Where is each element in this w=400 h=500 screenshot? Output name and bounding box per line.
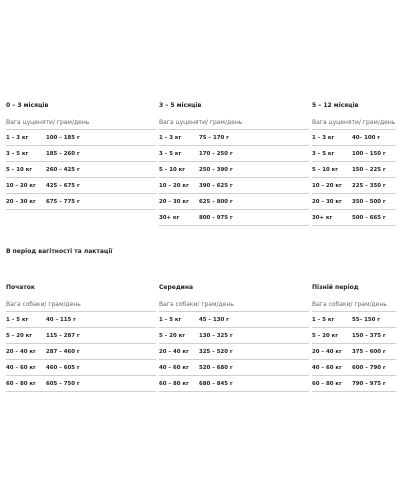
table-row xyxy=(312,210,396,226)
weight-cell: 1 – 3 кг xyxy=(312,135,335,141)
weight-cell: 1 – 5 кг xyxy=(159,317,182,323)
weight-cell: 30+ кг xyxy=(312,215,333,221)
table-row xyxy=(312,360,396,376)
table-title: Початок xyxy=(6,284,35,291)
weight-cell: 20 – 40 кг xyxy=(159,349,189,355)
weight-cell: 1 – 5 кг xyxy=(312,317,335,323)
weight-cell: 3 – 5 кг xyxy=(159,151,182,157)
table-subtitle: Вага цуценяти/ грам/день xyxy=(159,119,243,126)
pregnancy-table-middle xyxy=(159,283,309,392)
weight-cell: 20 – 30 кг xyxy=(159,199,189,205)
grams-cell: 40 – 115 г xyxy=(46,317,76,323)
grams-cell: 680 – 845 г xyxy=(199,381,233,387)
grams-cell: 520 – 680 г xyxy=(199,365,233,371)
puppy-table-0-3-months xyxy=(6,101,156,210)
grams-cell: 500 – 665 г xyxy=(352,215,386,221)
grams-cell: 150 – 225 г xyxy=(352,167,386,173)
table-row xyxy=(159,360,309,376)
table-subtitle: Вага собаки/ грам/день xyxy=(6,301,81,308)
weight-cell: 5 – 20 кг xyxy=(312,333,339,339)
grams-cell: 45 – 130 г xyxy=(199,317,229,323)
table-row xyxy=(6,360,156,376)
grams-cell: 350 – 500 г xyxy=(352,199,386,205)
table-row xyxy=(312,146,396,162)
grams-cell: 100 – 150 г xyxy=(352,151,386,157)
weight-cell: 5 – 10 кг xyxy=(159,167,186,173)
weight-cell: 60 – 80 кг xyxy=(6,381,36,387)
table-row xyxy=(6,312,156,328)
grams-cell: 225 – 350 г xyxy=(352,183,386,189)
weight-cell: 10 – 20 кг xyxy=(159,183,189,189)
table-row xyxy=(6,344,156,360)
weight-cell: 3 – 5 кг xyxy=(6,151,29,157)
table-row xyxy=(159,344,309,360)
grams-cell: 100 – 185 г xyxy=(46,135,80,141)
table-row xyxy=(159,194,309,210)
weight-cell: 1 – 3 кг xyxy=(6,135,29,141)
weight-cell: 10 – 20 кг xyxy=(312,183,342,189)
grams-cell: 460 – 605 г xyxy=(46,365,80,371)
table-row xyxy=(312,344,396,360)
weight-cell: 5 – 20 кг xyxy=(159,333,186,339)
grams-cell: 115 – 287 г xyxy=(46,333,80,339)
table-title: Пізній період xyxy=(312,284,359,291)
weight-cell: 20 – 30 кг xyxy=(312,199,342,205)
grams-cell: 40– 100 г xyxy=(352,135,381,141)
table-row xyxy=(312,162,396,178)
table-subtitle: Вага собаки/ грам/день xyxy=(159,301,234,308)
grams-cell: 425 – 675 г xyxy=(46,183,80,189)
weight-cell: 20 – 30 кг xyxy=(6,199,36,205)
weight-cell: 1 – 3 кг xyxy=(159,135,182,141)
grams-cell: 75 – 170 г xyxy=(199,135,229,141)
table-row xyxy=(159,146,309,162)
weight-cell: 5 – 10 кг xyxy=(312,167,339,173)
pregnancy-section-title: В період вагітності та лактації xyxy=(6,248,113,255)
table-row xyxy=(6,162,156,178)
table-row xyxy=(159,178,309,194)
grams-cell: 390 – 625 г xyxy=(199,183,233,189)
table-row xyxy=(159,210,309,226)
table-row xyxy=(6,178,156,194)
grams-cell: 287 – 460 г xyxy=(46,349,80,355)
table-title: 5 – 12 місяців xyxy=(312,102,359,109)
grams-cell: 260 – 425 г xyxy=(46,167,80,173)
table-row xyxy=(312,130,396,146)
grams-cell: 675 – 775 г xyxy=(46,199,80,205)
weight-cell: 60 – 80 кг xyxy=(159,381,189,387)
table-row xyxy=(6,194,156,210)
pregnancy-table-late xyxy=(312,283,396,392)
table-row xyxy=(159,162,309,178)
weight-cell: 30+ кг xyxy=(159,215,180,221)
table-row xyxy=(6,376,156,392)
table-subtitle: Вага цуценяти/ грам/день xyxy=(312,119,396,126)
table-subtitle: Вага собаки/ грам/день xyxy=(312,301,387,308)
weight-cell: 20 – 40 кг xyxy=(6,349,36,355)
grams-cell: 800 – 975 г xyxy=(199,215,233,221)
table-row xyxy=(312,312,396,328)
table-row xyxy=(312,194,396,210)
table-row xyxy=(312,376,396,392)
grams-cell: 790 – 975 г xyxy=(352,381,386,387)
weight-cell: 3 – 5 кг xyxy=(312,151,335,157)
table-title: Середина xyxy=(159,284,194,291)
table-row xyxy=(312,178,396,194)
table-row xyxy=(159,328,309,344)
table-row xyxy=(312,328,396,344)
puppy-table-3-5-months xyxy=(159,101,309,226)
weight-cell: 5 – 20 кг xyxy=(6,333,33,339)
table-row xyxy=(159,312,309,328)
table-row xyxy=(6,146,156,162)
weight-cell: 1 – 5 кг xyxy=(6,317,29,323)
grams-cell: 600 – 790 г xyxy=(352,365,386,371)
grams-cell: 130 – 325 г xyxy=(199,333,233,339)
table-title: 0 – 3 місяців xyxy=(6,102,49,109)
pregnancy-table-early xyxy=(6,283,156,392)
grams-cell: 375 – 600 г xyxy=(352,349,386,355)
grams-cell: 150 – 375 г xyxy=(352,333,386,339)
weight-cell: 10 – 20 кг xyxy=(6,183,36,189)
table-subtitle: Вага цуценяти/ грам/день xyxy=(6,119,90,126)
table-row xyxy=(6,130,156,146)
table-row xyxy=(6,328,156,344)
grams-cell: 250 – 390 г xyxy=(199,167,233,173)
table-title: 3 – 5 місяців xyxy=(159,102,202,109)
weight-cell: 5 – 10 кг xyxy=(6,167,33,173)
grams-cell: 325 – 520 г xyxy=(199,349,233,355)
table-row xyxy=(159,376,309,392)
weight-cell: 40 – 60 кг xyxy=(159,365,189,371)
grams-cell: 605 – 750 г xyxy=(46,381,80,387)
grams-cell: 625 – 800 г xyxy=(199,199,233,205)
grams-cell: 185 – 260 г xyxy=(46,151,80,157)
weight-cell: 40 – 60 кг xyxy=(312,365,342,371)
weight-cell: 60 – 80 кг xyxy=(312,381,342,387)
grams-cell: 55– 150 г xyxy=(352,317,381,323)
grams-cell: 170 – 250 г xyxy=(199,151,233,157)
table-row xyxy=(159,130,309,146)
puppy-table-5-12-months xyxy=(312,101,396,226)
weight-cell: 40 – 60 кг xyxy=(6,365,36,371)
weight-cell: 20 – 40 кг xyxy=(312,349,342,355)
